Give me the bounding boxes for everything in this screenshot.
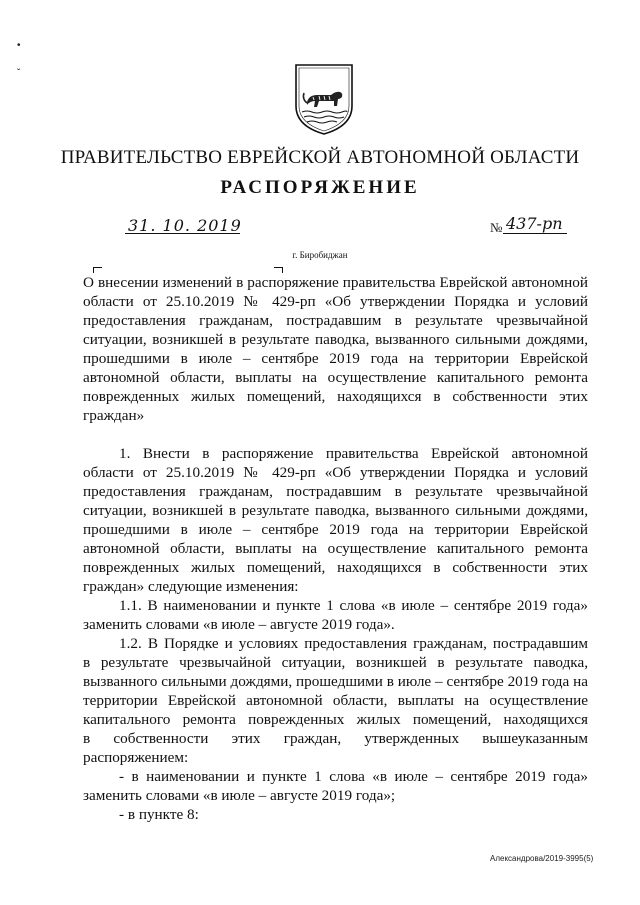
body-line: в собственности этих граждан, утвержденных вышеуказанным (83, 730, 588, 747)
body-line: 1.1. В наименовании и пункте 1 слова «в июле – сентябре 2019 года» (119, 597, 588, 614)
city-name: г. Биробиджан (292, 250, 348, 260)
body-line: области от 25.10.2019 № 429-рп «Об утверждении Порядка и условий (83, 464, 588, 481)
body-line: поврежденных жилых помещений, находящихся в собственности этих (83, 559, 588, 576)
body-line: - в наименовании и пункте 1 слова «в июле – сентябре 2019 года» (119, 768, 588, 785)
title-line: области от 25.10.2019 № 429-рп «Об утверждении Порядка и условий (83, 293, 588, 310)
body-line: капитального ремонта поврежденных жилых помещений, находящихся (83, 711, 588, 728)
body-line: заменить словами «в июле – августе 2019 года». (83, 616, 395, 633)
title-line: граждан» (83, 407, 145, 424)
number-underline (503, 233, 567, 234)
body-line: предоставления гражданам, пострадавшим в результате чрезвычайной (83, 483, 588, 500)
body-line: территории Еврейской автономной области, выплаты на осуществление (83, 692, 588, 709)
title-line: прошедшими в июле – сентябре 2019 года на территории Еврейской (83, 350, 588, 367)
title-line: поврежденных жилых помещений, находящихся в собственности этих (83, 388, 588, 405)
title-line: О внесении изменений в распоряжение правительства Еврейской автономной (83, 274, 588, 291)
date-underline (125, 233, 240, 234)
scan-speck: • (17, 40, 21, 51)
handwritten-date: 31. 10. 2019 (128, 216, 242, 235)
body-line: заменить словами «в июле – августе 2019 года»; (83, 787, 396, 804)
body-line: вызванного сильными дождями, прошедшими в июле – сентябре 2019 года на (83, 673, 588, 690)
body-line: 1.2. В Порядке и условиях предоставления гражданам, пострадавшим (119, 635, 588, 652)
handwritten-number: 437-рп (506, 214, 563, 233)
coat-of-arms-emblem (293, 62, 355, 136)
document-subject-title (83, 273, 588, 425)
body-line: 1. Внести в распоряжение правительства Еврейской автономной (119, 445, 588, 462)
title-line: предоставления гражданам, пострадавшим в результате чрезвычайной (83, 312, 588, 329)
author-code: Александрова/2019-3995(5) (490, 854, 594, 863)
title-line: ситуации, возникшей в результате паводка, вызванного сильными дождями, (83, 331, 588, 348)
coat-of-arms-icon (293, 62, 355, 136)
document-type-heading: РАСПОРЯЖЕНИЕ (220, 177, 420, 198)
number-label: № (490, 220, 503, 235)
body-line: - в пункте 8: (119, 806, 199, 823)
body-line: автономной области, выплаты на осуществление капитального ремонта (83, 540, 588, 557)
document-body (83, 444, 588, 824)
scan-speck: ˇ (17, 68, 21, 79)
body-line: ситуации, возникшей в результате паводка, вызванного сильными дождями, (83, 502, 588, 519)
body-line: прошедшими в июле – сентябре 2019 года на территории Еврейской (83, 521, 588, 538)
body-line: граждан» следующие изменения: (83, 578, 299, 595)
organization-title: ПРАВИТЕЛЬСТВО ЕВРЕЙСКОЙ АВТОНОМНОЙ ОБЛАСТИ (60, 147, 580, 168)
title-line: автономной области, выплаты на осуществление капитального ремонта (83, 369, 588, 386)
body-line: в результате чрезвычайной ситуации, возникшей в результате паводка, (83, 654, 588, 671)
body-line: распоряжением: (83, 749, 189, 766)
